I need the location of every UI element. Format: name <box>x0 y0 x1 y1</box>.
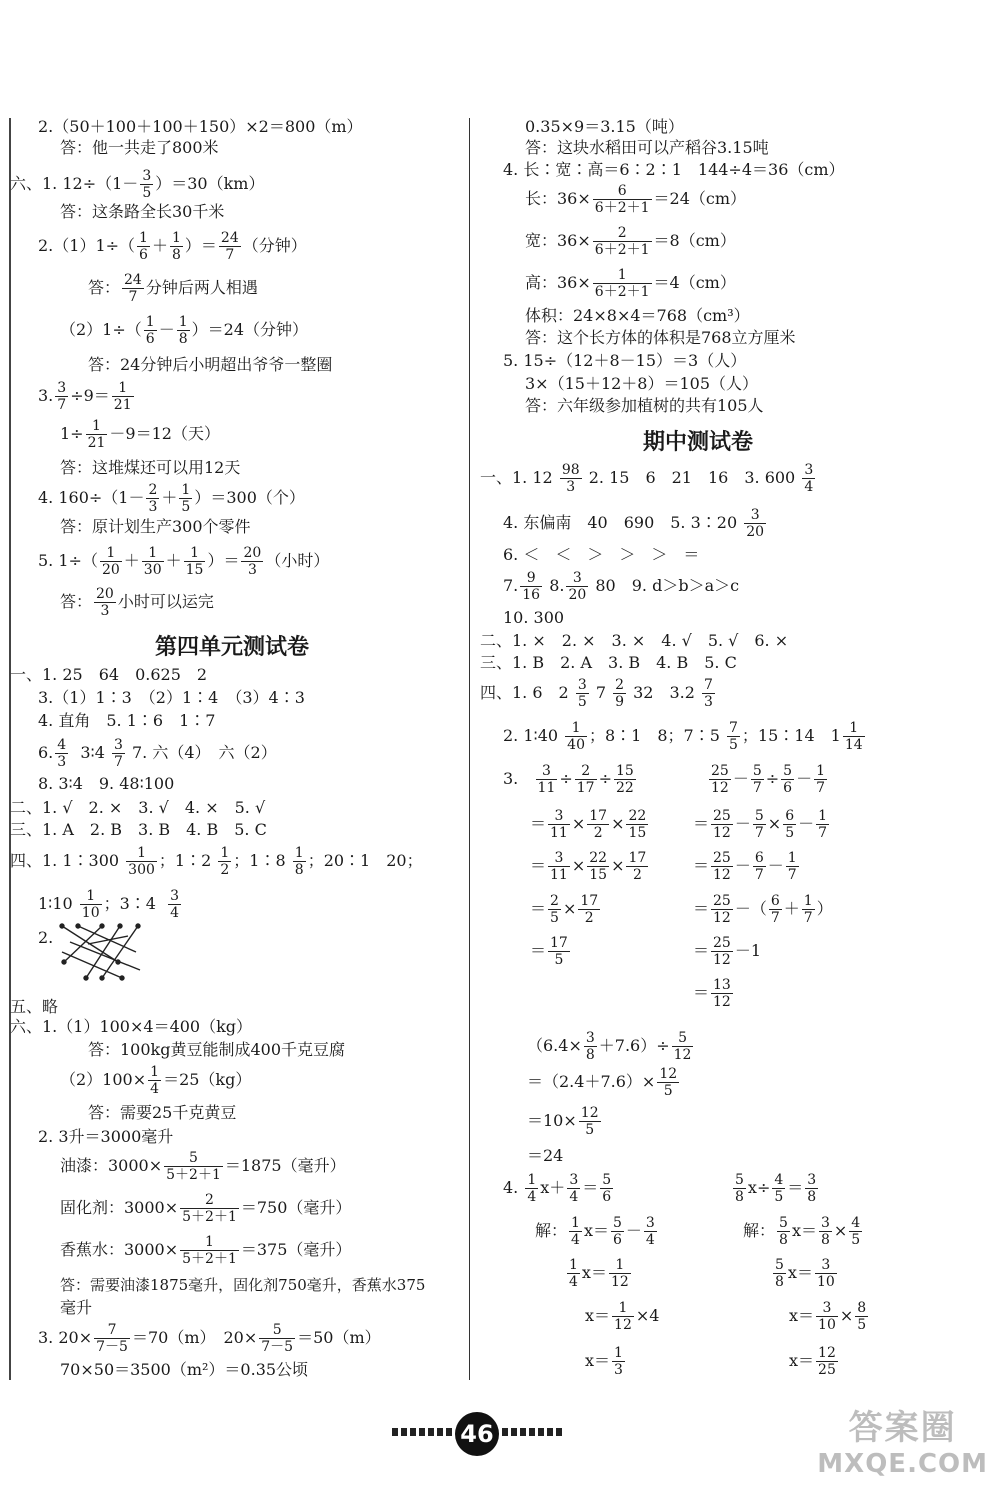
calc-line: ＝ $\frac{25}{12}$ － $\frac{5}{7}$ × $\frac{6}{5}$ － $\frac{1}{7}$ <box>693 808 828 841</box>
left-column <box>0 0 470 1485</box>
calc-line: （6.4× $\frac{3}{8}$ ＋7.6）÷ $\frac{5}{12}$ <box>527 1030 692 1063</box>
calc-line: ＝ $\frac{3}{11}$ × $\frac{17}{2}$ × $\frac{22}{15}$ <box>530 808 647 841</box>
calc-line: 3. $\frac{3}{11}$ ÷ $\frac{2}{17}$ ÷ $\frac{15}{22}$ <box>503 763 634 796</box>
answer-line: 4. 长∶宽∶高＝6∶2∶1 144÷4＝36（cm） <box>503 160 845 179</box>
answer-line: 0.35×9＝3.15（吨） <box>525 117 684 136</box>
matching-sketch <box>58 922 148 984</box>
calc-line: ＝ $\frac{3}{11}$ × $\frac{22}{15}$ × $\frac{17}{2}$ <box>530 850 647 883</box>
answer-line: 4. 东偏南 40 690 5. 3∶20 $\frac{3}{20}$ <box>503 507 765 540</box>
answer-line: 二、1. √ 2. × 3. √ 4. × 5. √ <box>10 798 266 817</box>
equation-line: 4. $\frac{1}{4}$ x＋ $\frac{3}{4}$ ＝ $\frac{5}{6}$ <box>503 1172 612 1205</box>
answer-line: 3.（1）1∶3 （2）1∶4 （3）4∶3 <box>38 688 305 707</box>
answer-line: 答：100kg黄豆能制成400千克豆腐 <box>88 1040 346 1059</box>
answer-line: 4. 直角 5. 1∶6 1∶7 <box>38 711 216 730</box>
answer-line: 5. 15÷（12＋8－15）＝3（人） <box>503 351 747 370</box>
answer-line: 10. 300 <box>503 608 565 627</box>
answer-line: 三、1. A 2. B 3. B 4. B 5. C <box>10 820 267 839</box>
answer-line: 70×50＝3500（m²）＝0.35公顷 <box>60 1360 309 1379</box>
equation-line: x＝ $\frac{12}{25}$ <box>789 1345 836 1378</box>
answer-line: 6. $\frac{4}{3}$ 3∶4 $\frac{3}{7}$ 7. 六（4） 六（2） <box>38 737 277 770</box>
answer-line: 油漆：3000× $\frac{5}{5+2+1}$ ＝1875（毫升） <box>60 1150 346 1183</box>
answer-line: 8. 3∶4 9. 48∶100 <box>38 774 175 793</box>
answer-line: 3. $\frac{3}{7}$ ÷9＝ $\frac{1}{21}$ <box>38 380 132 413</box>
answer-line: 2. 1∶40 $\frac{1}{40}$ ；8∶1 8；7∶5 $\frac{7}{5}$ ；15∶14 1 $\frac{1}{14}$ <box>503 720 863 753</box>
answer-line: 固化剂：3000× $\frac{2}{5+2+1}$ ＝750（毫升） <box>60 1192 352 1225</box>
answer-line: 答：需要25千克黄豆 <box>88 1103 237 1122</box>
section-title: 期中测试卷 <box>643 430 754 455</box>
answer-line: 一、1. 25 64 0.625 2 <box>10 665 208 684</box>
calc-line: ＝（2.4＋7.6）× $\frac{12}{5}$ <box>527 1066 678 1099</box>
answer-line: 5. 1÷（ $\frac{1}{20}$ ＋ $\frac{1}{30}$ ＋ $\frac{1}{15}$ ）＝ $\frac{20}{3}$ （小时） <box>38 545 330 578</box>
answer-line: 1÷ $\frac{1}{21}$ －9＝12（天） <box>60 418 220 451</box>
answer-line: 答：他一共走了800米 <box>60 138 219 157</box>
answer-line: （2）1÷（ $\frac{1}{6}$ － $\frac{1}{8}$ ）＝24（分钟） <box>60 314 309 347</box>
answer-line: （2）100× $\frac{1}{4}$ ＝25（kg） <box>60 1064 252 1097</box>
equation-line: 解： $\frac{1}{4}$ x＝ $\frac{5}{6}$ － $\frac{3}{4}$ <box>535 1215 655 1248</box>
answer-line: 3. 20× $\frac{7}{7-5}$ ＝70（m） 20× $\frac{5}{7-5}$ ＝50（m） <box>38 1322 381 1355</box>
answer-line: 答：这块水稻田可以产稻谷3.15吨 <box>525 138 769 157</box>
calc-line: ＝ $\frac{2}{5}$ × $\frac{17}{2}$ <box>530 893 599 926</box>
equation-line: x＝ $\frac{1}{3}$ <box>585 1345 623 1378</box>
answer-line: 答：这条路全长30千米 <box>60 202 225 221</box>
answer-line: 六、1. 12÷（1－ $\frac{3}{5}$ ）＝30（km） <box>10 168 265 201</box>
answer-line: 四、1. 6 2 $\frac{3}{5}$ 7 $\frac{2}{9}$ 32 3.2 $\frac{7}{3}$ <box>480 677 713 710</box>
answer-line: 2.（50＋100＋100＋150）×2＝800（m） <box>38 117 363 136</box>
answer-line: 五、略 <box>10 997 59 1016</box>
calc-line: ＝ $\frac{13}{12}$ <box>693 977 731 1010</box>
answer-line: 答：六年级参加植树的共有105人 <box>525 396 764 415</box>
calc-line: ＝ $\frac{17}{5}$ <box>530 935 568 968</box>
answer-line: 一、1. 12 $\frac{98}{3}$ 2. 15 6 21 16 3. 600 $\frac{3}{4}$ <box>480 462 814 495</box>
calc-line: $\frac{25}{12}$ － $\frac{5}{7}$ ÷ $\frac{5}{6}$ － $\frac{1}{7}$ <box>711 763 826 796</box>
equation-line: $\frac{5}{8}$ x÷ $\frac{4}{5}$ ＝ $\frac{3}{8}$ <box>735 1172 817 1205</box>
answer-line: 7. $\frac{9}{16}$ 8. $\frac{3}{20}$ 80 9. d＞b＞a＞c <box>503 570 740 603</box>
equation-line: $\frac{1}{4}$ x＝ $\frac{1}{12}$ <box>569 1257 629 1290</box>
calc-line: ＝ $\frac{25}{12}$ － $\frac{6}{7}$ － $\frac{1}{7}$ <box>693 850 797 883</box>
answer-line: 香蕉水：3000× $\frac{1}{5+2+1}$ ＝375（毫升） <box>60 1234 352 1267</box>
equation-line: $\frac{5}{8}$ x＝ $\frac{3}{10}$ <box>775 1257 835 1290</box>
answer-line: 毫升 <box>60 1298 93 1317</box>
answer-line: 四、1. 1∶300 $\frac{1}{300}$ ；1∶2 $\frac{1}{2}$ ；1∶8 $\frac{1}{8}$ ；20∶1 20； <box>10 845 423 878</box>
answer-line: 2.（1）1÷（ $\frac{1}{6}$ ＋ $\frac{1}{8}$ ）＝ $\frac{24}{7}$ （分钟） <box>38 230 307 263</box>
answer-line: 3×（15＋12＋8）＝105（人） <box>525 374 759 393</box>
answer-line: 体积：24×8×4＝768（cm³） <box>525 306 750 325</box>
answer-line: 6. ＜ ＜ ＞ ＞ ＞ ＝ <box>503 545 700 564</box>
answer-line: 答： $\frac{20}{3}$ 小时可以运完 <box>60 586 214 619</box>
answer-line: 答：这个长方体的体积是768立方厘米 <box>525 328 796 347</box>
answer-line: 2. 3升＝3000毫升 <box>38 1127 174 1146</box>
watermark-logo: 答案圈 MXQE.COM <box>817 1408 988 1479</box>
answer-line: 4. 160÷（1－ $\frac{2}{3}$ ＋ $\frac{1}{5}$ ）＝300（个） <box>38 482 305 515</box>
calc-line: ＝ $\frac{25}{12}$ －1 <box>693 935 762 968</box>
calc-line: ＝24 <box>527 1146 564 1165</box>
page-ornament-right <box>502 1428 562 1436</box>
answer-line: 答：原计划生产300个零件 <box>60 517 251 536</box>
calc-line: ＝ $\frac{25}{12}$ －（ $\frac{6}{7}$ ＋ $\frac{1}{7}$ ） <box>693 893 833 926</box>
answer-line: 答：需要油漆1875毫升，固化剂750毫升，香蕉水375 <box>60 1276 426 1294</box>
equation-line: 解： $\frac{5}{8}$ x＝ $\frac{3}{8}$ × $\frac{4}{5}$ <box>743 1215 861 1248</box>
answer-line: 三、1. B 2. A 3. B 4. B 5. C <box>480 653 737 672</box>
answer-line: 2. <box>38 928 54 947</box>
answer-line: 六、1.（1）100×4＝400（kg） <box>10 1017 253 1036</box>
right-column <box>475 0 1000 1485</box>
equation-line: x＝ $\frac{3}{10}$ × $\frac{8}{5}$ <box>789 1300 867 1333</box>
section-title: 第四单元测试卷 <box>155 635 310 660</box>
answer-line: 二、1. × 2. × 3. × 4. √ 5. √ 6. × <box>480 631 789 650</box>
answer-line: 答：这堆煤还可以用12天 <box>60 458 241 477</box>
answer-line: 长：36× $\frac{6}{6+2+1}$ ＝24（cm） <box>525 183 747 216</box>
calc-line: ＝10× $\frac{12}{5}$ <box>527 1105 599 1138</box>
equation-line: x＝ $\frac{1}{12}$ ×4 <box>585 1300 660 1333</box>
answer-line: 1∶10 $\frac{1}{10}$ ；3∶4 $\frac{3}{4}$ <box>38 888 180 921</box>
answer-line: 答： $\frac{24}{7}$ 分钟后两人相遇 <box>88 272 258 305</box>
answer-line: 高：36× $\frac{1}{6+2+1}$ ＝4（cm） <box>525 267 736 300</box>
answer-line: 宽：36× $\frac{2}{6+2+1}$ ＝8（cm） <box>525 225 736 258</box>
page-number: 46 <box>455 1412 499 1456</box>
answer-line: 答：24分钟后小明超出爷爷一整圈 <box>88 355 333 374</box>
page-ornament-left <box>392 1428 452 1436</box>
